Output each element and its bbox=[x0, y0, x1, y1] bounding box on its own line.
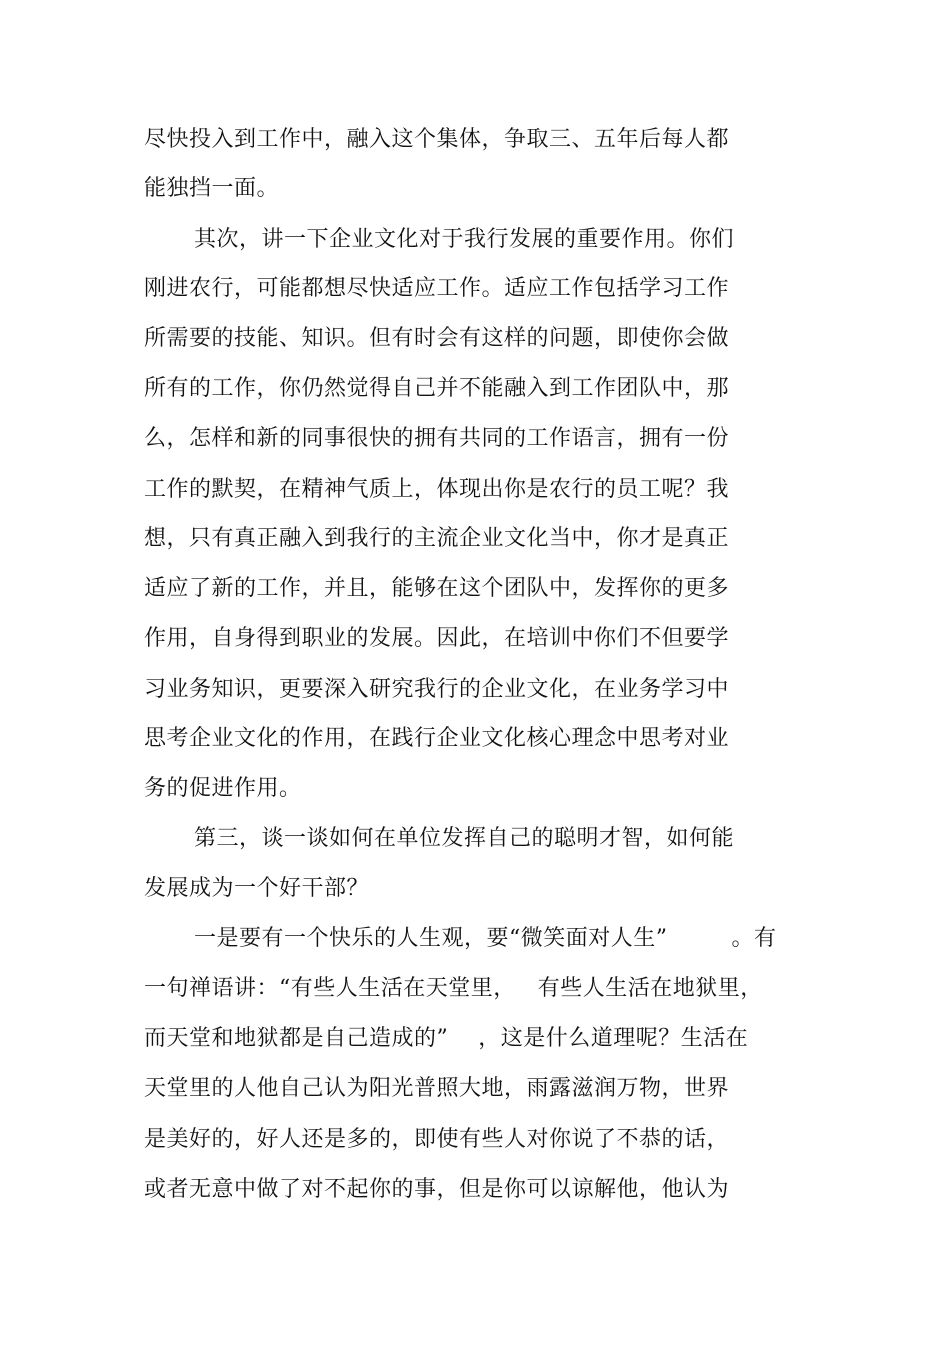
text-line-2: 能独挡一面。 bbox=[144, 176, 280, 201]
text-line-1: 尽快投入到工作中，融入这个集体，争取三、五年后每人都 bbox=[144, 127, 730, 152]
text-line-11: 作用，自身得到职业的发展。因此，在培训中你们不但要学 bbox=[144, 626, 730, 651]
text-line-21: 是美好的，好人还是多的，即使有些人对你说了不恭的话， bbox=[144, 1127, 730, 1152]
text-line-19-part1: 而天堂和地狱都是自己造成的” bbox=[144, 1026, 449, 1051]
text-line-5: 所需要的技能、知识。但有时会有这样的问题，即使你会做 bbox=[144, 326, 730, 351]
text-line-7: 么，怎样和新的同事很快的拥有共同的工作语言，拥有一份 bbox=[144, 426, 730, 451]
text-line-17 bbox=[194, 925, 777, 953]
text-line-9: 想，只有真正融入到我行的主流企业文化当中，你才是真正 bbox=[144, 526, 730, 551]
text-line-17-part1: 一是要有一个快乐的人生观，要“微笑面对人生” bbox=[194, 926, 668, 951]
text-line-6: 所有的工作，你仍然觉得自己并不能融入到工作团队中，那 bbox=[144, 376, 730, 401]
text-line-8: 工作的默契，在精神气质上，体现出你是农行的员工呢？我 bbox=[144, 477, 730, 502]
text-line-3: 其次，讲一下企业文化对于我行发展的重要作用。你们 bbox=[194, 227, 735, 252]
text-line-4: 刚进农行，可能都想尽快适应工作。适应工作包括学习工作 bbox=[144, 276, 730, 301]
text-line-18 bbox=[144, 975, 763, 1003]
text-line-13: 思考企业文化的作用，在践行企业文化核心理念中思考对业 bbox=[144, 726, 730, 751]
text-line-18-part1: 一句禅语讲：“有些人生活在天堂里， bbox=[144, 976, 516, 1001]
text-line-18-part2: 有些人生活在地狱里， bbox=[537, 976, 763, 1001]
text-line-12: 习业务知识，更要深入研究我行的企业文化，在业务学习中 bbox=[144, 677, 730, 702]
text-line-14: 务的促进作用。 bbox=[144, 776, 302, 801]
text-line-19 bbox=[144, 1025, 748, 1053]
text-line-16: 发展成为一个好干部？ bbox=[144, 876, 370, 901]
text-line-20: 天堂里的人他自己认为阳光普照大地，雨露滋润万物，世界 bbox=[144, 1076, 730, 1101]
text-line-17-part2: 。有 bbox=[731, 926, 777, 951]
text-line-10: 适应了新的工作，并且，能够在这个团队中，发挥你的更多 bbox=[144, 576, 730, 601]
text-line-22: 或者无意中做了对不起你的事，但是你可以谅解他，他认为 bbox=[144, 1177, 730, 1202]
text-line-15: 第三，谈一谈如何在单位发挥自己的聪明才智，如何能 bbox=[194, 826, 735, 851]
text-line-19-part2: ，这是什么道理呢？生活在 bbox=[478, 1026, 749, 1051]
